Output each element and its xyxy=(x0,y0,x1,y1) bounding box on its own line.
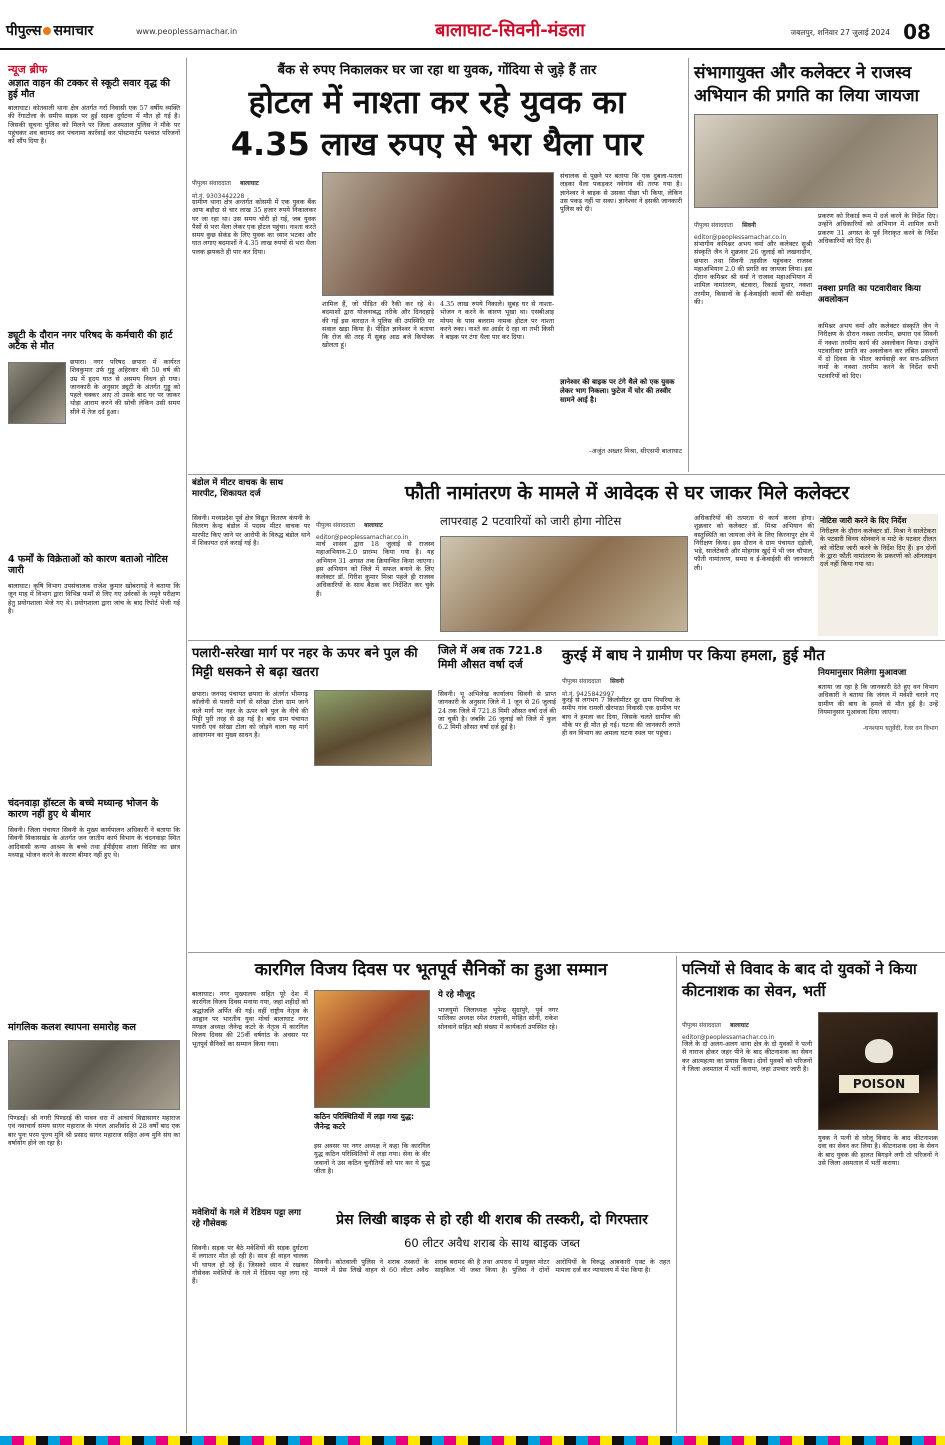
review-byline xyxy=(694,212,812,241)
tiger-byline-mobile: मो.नं. 9425842997 xyxy=(562,691,615,698)
collector-byline-name: पीपुल्स संवाददाता xyxy=(316,522,355,529)
poison-byline-name: पीपुल्स संवाददाता xyxy=(682,1022,721,1029)
kargil-sub1: ये रहे मौजूद xyxy=(438,990,475,1000)
review-text-col1: संभागीय कमिश्नर अभय वर्मा और कलेक्टर सुश्री संस्कृति जैन ने शुक्रवार 26 जुलाई को लखनादौन, छपारा तथा सिवनी तहसील पहुंचकर राजस्व महाअभियान 2.0 की प्रगति का जायजा लिया। इस दौरान कमिश्नर श्री वर्मा ने राजस्व महाअभियान में शामिल नामांतरण, बंटवारा, रिकार्ड सुधार, नक्शा तरमीम, किसानों के ई-केवाईसी कार्यों की समीक्षा की। xyxy=(694,240,812,307)
mid-band-divider xyxy=(188,640,945,641)
dateline: जबलपुर, शनिवार 27 जुलाई 2024 xyxy=(790,28,890,37)
tiger-byline-place: सिवनी xyxy=(610,678,624,685)
lead-byline-mobile: मो.नं. 9303442228 xyxy=(192,193,245,200)
top-band-divider xyxy=(188,474,945,475)
poison-headline: पत्नियों से विवाद के बाद दो युवकों ने किया कीटनाशक का सेवन, भर्ती xyxy=(682,960,917,1000)
collector-sidebar-title: नोटिस जारी करने के दिए निर्देश xyxy=(820,516,907,525)
collector-visit-photo xyxy=(440,536,688,632)
radium-text: सिवनी। सड़क पर बैठे मवेशियों की सड़क दुर्घटना में लगातार मौत हो रही है। साथ ही वाहन चालक भी घायल हो रहे हैं। जिसको ध्यान में रखकर गौसेवक मवेशियों के गले में रेडियम पट्टा लगा रहे हैं। xyxy=(192,1244,308,1286)
lead-text-col4: संचालक से पूछने पर बताया कि एक दुबला-पतला लड़का थैला पकड़कर नवेगांव की तरफ गया है। ज्ञानेश्वर ने बाइक से उसका पीछा भी किया, लेकिन उस पकड़ नहीं पा सका। ज्ञानेश्वर ने इसकी जानकारी पुलिस को दी। xyxy=(560,172,682,214)
collector-headline: फौती नामांतरण के मामले में आवेदक से घर जाकर मिले कलेक्टर xyxy=(404,482,850,504)
kargil-text-col1: बालाघाट। नगर मुख्यालय सहित पूरे देश में कारगिल विजय दिवस मनाया गया, जहां शहीदों को श्रद्धांजलि अर्पित की गई। वहीं राष्ट्रीय नेतृत्व के आह्वान पर भारतीय युवा मोर्चा बालाघाट नगर मण्डल अध्यक्ष जैनेन्द्र कटरे के नेतृत्व में कारगिल विजय दिवस की 25वीं वर्षगांठ के अवसर पर भूतपूर्व सैनिकों का सम्मान किया गया। xyxy=(192,990,308,1048)
bandol-text: सिवनी। मध्यप्रदेश पूर्व क्षेत्र विद्युत वितरण कंपनी के वितरण केन्द्र बंडोल में पदस्थ मीटर वाचक पर मारपीट किए जाने पर आरोपी के विरुद्ध बंडोल थाने में शिकायत दर्ज कराई गई है। xyxy=(192,514,310,547)
review-text-col2: प्रकरण को रिकार्ड रूम में दर्ज करने के निर्देश दिए। उन्होंने अधिकारियों को अभियान में शामिल सभी प्रकरण 31 अगस्त के पूर्व निराकृत करने के निर्देश अधिकारियों को दिए हैं। xyxy=(818,212,938,245)
poison-byline xyxy=(682,1012,812,1041)
lead-headline-line1: होटल में नाश्ता कर रहे युवक का xyxy=(248,83,626,121)
lead-right-divider xyxy=(688,58,689,472)
page-number: 08 xyxy=(903,20,931,44)
tiger-headline: कुरई में बाघ ने ग्रामीण पर किया हमला, हुई मौत xyxy=(562,646,825,664)
tiger-byline xyxy=(562,668,680,698)
tiger-byline-name: पीपुल्स संवाददाता xyxy=(562,678,601,685)
logo-part1: पीपुल्स xyxy=(6,23,42,39)
brief4-text: सिवनी। जिला पंचायत सिवनी के मुख्य कार्यपालन अधिकारी ने बताया कि सिवनी विकासखंड के अंतर्गत जन जातीय कार्य विभाग के चंदनवाड़ा स्थित आदिवासी कन्या आश्रम के बच्चे तथा ईपीईएस शाला विशिष्ट का छात्र मध्याह्न भोजन करने के कारण बीमार नहीं हुए थे। xyxy=(8,826,180,859)
collector-text-col1: मार्च शासन द्वारा 18 जुलाई से राजस्व महाअभियान-2.0 प्रारम्भ किया गया है। यह अभियान 31 अगस्त तक क्रियान्वित किया जाएगा। इस अभियान को जिले में सफल बनाने के लिए कलेक्टर डॉ. गिरीश कुमार मिश्रा पहले ही राजस्व अधिकारियों के साथ बैठक कर निर्देशित कर चुके हैं। xyxy=(316,540,434,598)
color-registration-strip xyxy=(0,1436,945,1445)
edition-title: बालाघाट-सिवनी-मंडला xyxy=(435,20,585,41)
bandol-subhead: बंडोल में मीटर वाचक के साथ मारपीट, शिकायत दर्ज xyxy=(192,478,284,499)
poison-text2: युवक ने पत्नी से घरेलू विवाद के बाद कीटनाशक दवा का सेवन कर लिया है। कीटनाशक दवा के सेवन के बाद युवक की हालत बिगड़ने लगी तो परिजनों ने उसे जिला अस्पताल में भर्ती कराया। xyxy=(818,1134,938,1167)
review-byline-name: पीपुल्स संवाददाता xyxy=(694,222,733,229)
lead-text-col3: 4.35 लाख रुपये निकाले। सुबह घर से नाश्ता-भोजन न करने के कारण भूखा था। एसबीआइ मोयम के पास बलराम नामक होटल पर नाश्ता करने रुका। नाश्ते का आर्डर दे रहा था तभी किसी ने बाइक पर टंगा थैला पार कर दिया। xyxy=(440,300,554,342)
lead-byline xyxy=(192,170,316,200)
tiger-sidebar xyxy=(818,668,938,944)
kargil-photo-caption: कठिन परिस्थितियों में लड़ा गया युद्ध: जैनेन्द्र कटरे xyxy=(314,1112,414,1131)
logo-part2: समाचार xyxy=(53,23,94,39)
tiger-text: कुरई से लगभग 7 किलोमीटर दूर ग्राम पिपरिया के समीप गांव रामली खैरपाठा निवासी एक ग्रामीण पर बाघ ने हमला कर दिया, जिसके चलते ग्रामीण की मौके पर ही मौत हो गई। घटना की जानकारी लगते ही वन विभाग का अमला घटना स्थल पर पहुंचा। xyxy=(562,696,680,738)
lower-band-divider xyxy=(188,952,945,953)
brief3-title: 4 फर्मों के विक्रेताओं को कारण बताओ नोटिस जारी xyxy=(8,554,168,576)
collector-sidebar xyxy=(818,514,938,636)
collector-subtitle: लापरवाह 2 पटवारियों को जारी होगा नोटिस xyxy=(440,514,622,528)
lead-byline-place: बालाघाट xyxy=(240,180,259,187)
brief4-title: चंदनवाड़ा हॉस्टल के बच्चे मध्यान्ह भोजन के कारण नहीं हुए थे बीमार xyxy=(8,798,159,820)
review-byline-email[interactable]: editor@peoplessamachar.co.in xyxy=(694,234,787,241)
poison-byline-email[interactable]: editor@peoplessamachar.co.in xyxy=(682,1034,775,1041)
brief1-title: अज्ञात वाहन की टक्कर से स्कूटी सवार वृद्ध की हुई मौत xyxy=(8,78,170,100)
collector-byline-email[interactable]: editor@peoplessamachar.co.in xyxy=(316,534,409,541)
poison-bottle-image xyxy=(818,1012,938,1130)
collector-byline-place: बालाघाट xyxy=(364,522,383,529)
poison-label: POISON xyxy=(839,1075,919,1093)
bridge-collapse-photo xyxy=(314,690,432,766)
collector-byline xyxy=(316,512,434,541)
lead-phone-photo xyxy=(322,172,554,296)
review-meeting-photo xyxy=(694,114,938,208)
lower-right-divider xyxy=(676,956,677,1433)
brief2-text: छपारा। नगर परिषद छपारा में कार्यरत शिवकुमार उर्फ गुड्डू अहिरवार की 50 वर्ष की उम्र में हृदय घात से असमय निधन हो गया। जानकारी के अनुसार ड्यूटी के अंतर्गत गुड्डू को पहले चक्कर आए तो उसके बाद घर पर जाकर थोड़ा आराम करने की सोची लेकिन उसी समय सीने में तेज दर्द हुआ। xyxy=(70,358,180,416)
rain-text: सिवनी। भू अभिलेख कार्यालय सिवनी से प्राप्त जानकारी के अनुसार जिले में 1 जून से 26 जुलाई 24 तक जिले में 721.8 मिमी औसत वर्षा दर्ज की जा चुकी है। जबकि 26 जुलाई को जिले में कुल 6.2 मिमी औसत वर्षा दर्ज हुई है। xyxy=(438,690,556,732)
lead-credit: -अजुंत अख्तर मिश्रा, सीएसपी बालाघाट xyxy=(589,447,682,455)
tiger-sidebar-title: नियमानुसार मिलेगा मुआवजा xyxy=(818,668,907,678)
kargil-text-col3: भाजयुमो जिलाध्यक्ष भूपेन्द्र सुग्रापुरे, पूर्व नगर पालिका अध्यक्ष रमेश रंगलानी, मोहित सोनी, राकेश सोनवाने सहित बड़ी संख्या में कार्यकर्ता उपस्थित रहे। xyxy=(438,1006,558,1031)
liquor-text: सिवनी। कोतवाली पुलिस ने शराब तस्करों के मामले में प्रेस लिखे वाहन से 60 लीटर अवैध शराब बरामद की है तथा अपराध में प्रयुक्त मोटर साइकिल भी जब्त किया है। पुलिस ने दोनों आरोपियों के विरुद्ध आबकारी एक्ट के तहत मामला दर्ज कर न्यायालय में पेश किया है। xyxy=(314,1258,670,1275)
kargil-headline: कारगिल विजय दिवस पर भूतपूर्व सैनिकों का हुआ सम्मान xyxy=(254,960,608,980)
tiger-sidebar-text: बताया जा रहा है कि जानकारी देते हुए वन विभाग अधिकारी ने बताया कि जंगल में मवेशी चराने गए ग्रामीण की बाघ के हमले से मौत हुई है। उन्हें नियमानुसार मुआवजा दिया जाएगा। xyxy=(818,683,938,716)
review-text-col3: कमिश्नर अभय वर्मा और कलेक्टर संस्कृति जैन ने निरीक्षण के दौरान नक्शा तरमीम, छपारा एवं सिवनी में नक्शा तरमीम कार्य की अवलोकन किया। उन्होंने पटवारीवार प्रगति का अवलोकन कर लंबित प्रकरणों में दो दिवस के भीतर कार्यवाही कर सत्त-प्रतिशत नामों के नक्शा तरमीम करने के निर्देश सभी पटवारियों को दिए। xyxy=(818,322,938,380)
radium-title: मवेशियों के गले में रेडियम पट्टा लगा रहे गौसेवक xyxy=(192,1208,302,1229)
masthead-rule xyxy=(0,48,945,50)
lead-text-col2: शामिल हैं, जो पीड़ित की रैकी कर रहे थे। बदमाशों द्वारा योजनाबद्ध तरीके और दिनदहाड़े की गई इस वारदात ने पुलिस की उपस्थिति पर सवाल खड़ा किया है। पीड़ित ज्ञानेश्वर ने बताया कि रोज की तरह मैं सुबह आठ बजे कियोस्क खोलता हूं। xyxy=(322,300,434,350)
lead-byline-name: पीपुल्स संवाददाता xyxy=(192,180,231,187)
brief2-title: ड्यूटी के दौरान नगर परिषद के कर्मचारी की हार्ट अटैक से मौत xyxy=(8,330,173,352)
masthead xyxy=(0,0,945,52)
review-headline: संभागायुक्त और कलेक्टर ने राजस्व अभियान की प्रगति का लिया जायजा xyxy=(694,63,919,106)
kargil-text-col2: इस अवसर पर नगर अध्यक्ष ने कहा कि कारगिल युद्ध कठिन परिस्थितियों में लड़ा गया। सेना के वीर जवानों ने उस कठिन चुनौतियों को पार कर ये युद्ध जीता है। xyxy=(314,1142,430,1175)
review-byline-place: सिवनी xyxy=(742,222,756,229)
lead-callout: ज्ञानेश्वर की बाइक पर टंगे थैले को एक युवक लेकर भाग निकला। फुटेज में चोर की तस्वीर सामने आई है। xyxy=(560,378,675,404)
lead-kicker: बैंक से रुपए निकालकर घर जा रहा था युवक, गोंदिया से जुड़े हैं तार xyxy=(277,63,597,78)
brief3-text: बालाघाट। कृषि विभाग उपसंचालक राजेश कुमार खोबरागड़े ने बताया कि जून माह में विभाग द्वारा विभिन्न फर्मों से लिए गए उर्वरकों के नमूने परीक्षण हेतु प्रयोगशाला भेजे गए थे। प्रयोगशाला द्वारा जांच के बाद रिपोर्ट भेजी गई है। xyxy=(8,582,180,615)
bridge-headline: पलारी-सरेखा मार्ग पर नहर के ऊपर बने पुल की मिट्टी धसकने से बढ़ा खतरा xyxy=(192,646,418,680)
kargil-ceremony-photo xyxy=(314,990,430,1108)
lead-text-col1: ग्रामीण थाना क्षेत्र अन्तर्गत कोसमी में एक युवक बैंक आफ बड़ौदा से चार लाख 35 हजार रुपये निकालकर घर जा रहा था। उस समय चोरी हो गई, जब युवक पैसों से भरा थैला लेकर एक होटल पहुंचा। नाश्ता करते समय कुछ सेकंड के लिए युवक का ध्यान भटका और घात लगाए बदमाशों ने 4.35 लाख रुपयों से भरा थैला पलक झपकते ही पार कर दिया। xyxy=(192,198,316,256)
collector-sidebar-text: निरीक्षण के दौरान कलेक्टर डॉ. मिश्रा ने सालेटेकरा के पटवारी विनय सोनवाने व माटे के पटवार दीलत को नोटिस जारी करने के निर्देश दिए हैं। इन दोनों के द्वारा फौती नामांतरण के प्रकरणों को ऑनलाइन दर्ज नहीं किया गया था। xyxy=(820,527,936,569)
rain-headline: जिले में अब तक 721.8 मिमी औसत वर्षा दर्ज xyxy=(438,644,543,671)
liquor-headline: प्रेस लिखी बाइक से हो रही थी शराब की तस्करी, दो गिरफ्तार xyxy=(336,1212,648,1228)
brief5-title: मांगलिक कलश स्थापना समारोह कल xyxy=(8,1022,136,1033)
website-link[interactable]: www.peoplessamachar.in xyxy=(136,27,238,36)
brief1-text: बालाघाट। कोतवाली थाना क्षेत्र अंतर्गत गर्रा निवासी एक 57 वर्षीय व्यक्ति की रेंगाटोला के समीप सड़क पर हुई सड़क दुर्घटना में मौत हो गई है। जिसकी सूचना पुलिस को मिलने पर जिला अस्पताल पुलिस ने मौके पर पहुंचकर शव बरामद कर पंचनामा कार्रवाई कर पोस्टमार्टम पश्चात परिजनों को सौंप दिया है। xyxy=(8,104,180,146)
left-column-divider xyxy=(186,58,187,1433)
poison-byline-place: बालाघाट xyxy=(730,1022,749,1029)
collector-text-col2-display: अधिकारियों की तत्परता से कार्य करना होगा। शुक्रवार को कलेक्टर डॉ. मिश्रा अभियान की वस्तुस्थिति का जायजा लेने के लिए किरनापुर क्षेत्र में निरीक्षण किया। इस दौरान वे ग्राम पंचायत दड़ोली, भड़े, सालेटेकरी और मोहगांव खुर्द में भी जन चौपाल, फौती नामांतरण, समग्र व ई-केवाईसी की जानकारी ली। xyxy=(694,514,814,572)
skull-icon xyxy=(865,1039,893,1063)
liquor-subheadline: 60 लीटर अवैध शराब के साथ बाइक जब्त xyxy=(404,1236,580,1250)
poison-text: जिले के दो अलग-अलग थाना क्षेत्र के दो युवकों ने पत्नी से नाराज होकर जहर पीने के बाद कीटनाशक का सेवन कर आत्महत्या का प्रयास किया। दोनों युवकों को परिजनों ने जिला अस्पताल में भर्ती कराया, जहां उपचार जारी है। xyxy=(682,1040,812,1073)
tiger-credit: -घनश्याम चतुर्वेदी, रेंजर वन विभाग xyxy=(862,725,938,733)
lead-headline-line2: 4.35 लाख रुपए से भरा थैला पार xyxy=(230,125,644,163)
news-brief-section-label: न्यूज ब्रीफ xyxy=(8,63,48,76)
brief5-text: पिण्डरई। श्री नगरी पिण्डरई की पावन धरा में आचार्य विद्यासागर महाराज एवं नवाचार्य समय सागर महाराज के मंगल आशीर्वाद से 28 वर्षों बाद एक बार पुनः परम पूज्य मुनि श्री प्रसाद सागर महाराज सहित अन्य मुनि संघ का वर्षायोग होने जा रहा है। xyxy=(8,1114,180,1147)
review-subhead: नक्शा प्रगति का पटवारीवार किया अवलोकन xyxy=(818,284,921,305)
brief2-portrait-photo xyxy=(8,362,66,424)
logo-dot-icon xyxy=(43,27,51,35)
brief5-saints-photo xyxy=(8,1040,180,1110)
masthead-logo xyxy=(6,20,126,44)
bridge-text: छपारा। जनपद पंचायत छपारा के अंतर्गत भीमगढ़ कॉलोनी से पलारी मार्ग से सरेखा टोला ग्राम जाने वाले मार्ग पर नहर के ऊपर बने पुल के नीचे की मिट्टी पुरी तरह से ढह गई है। बांध ग्राम पंचायत पलारी एवं सरेखा टोला को जोड़ने वाला यह मार्ग आवागमन का मुख्य साधन है। xyxy=(192,690,308,740)
